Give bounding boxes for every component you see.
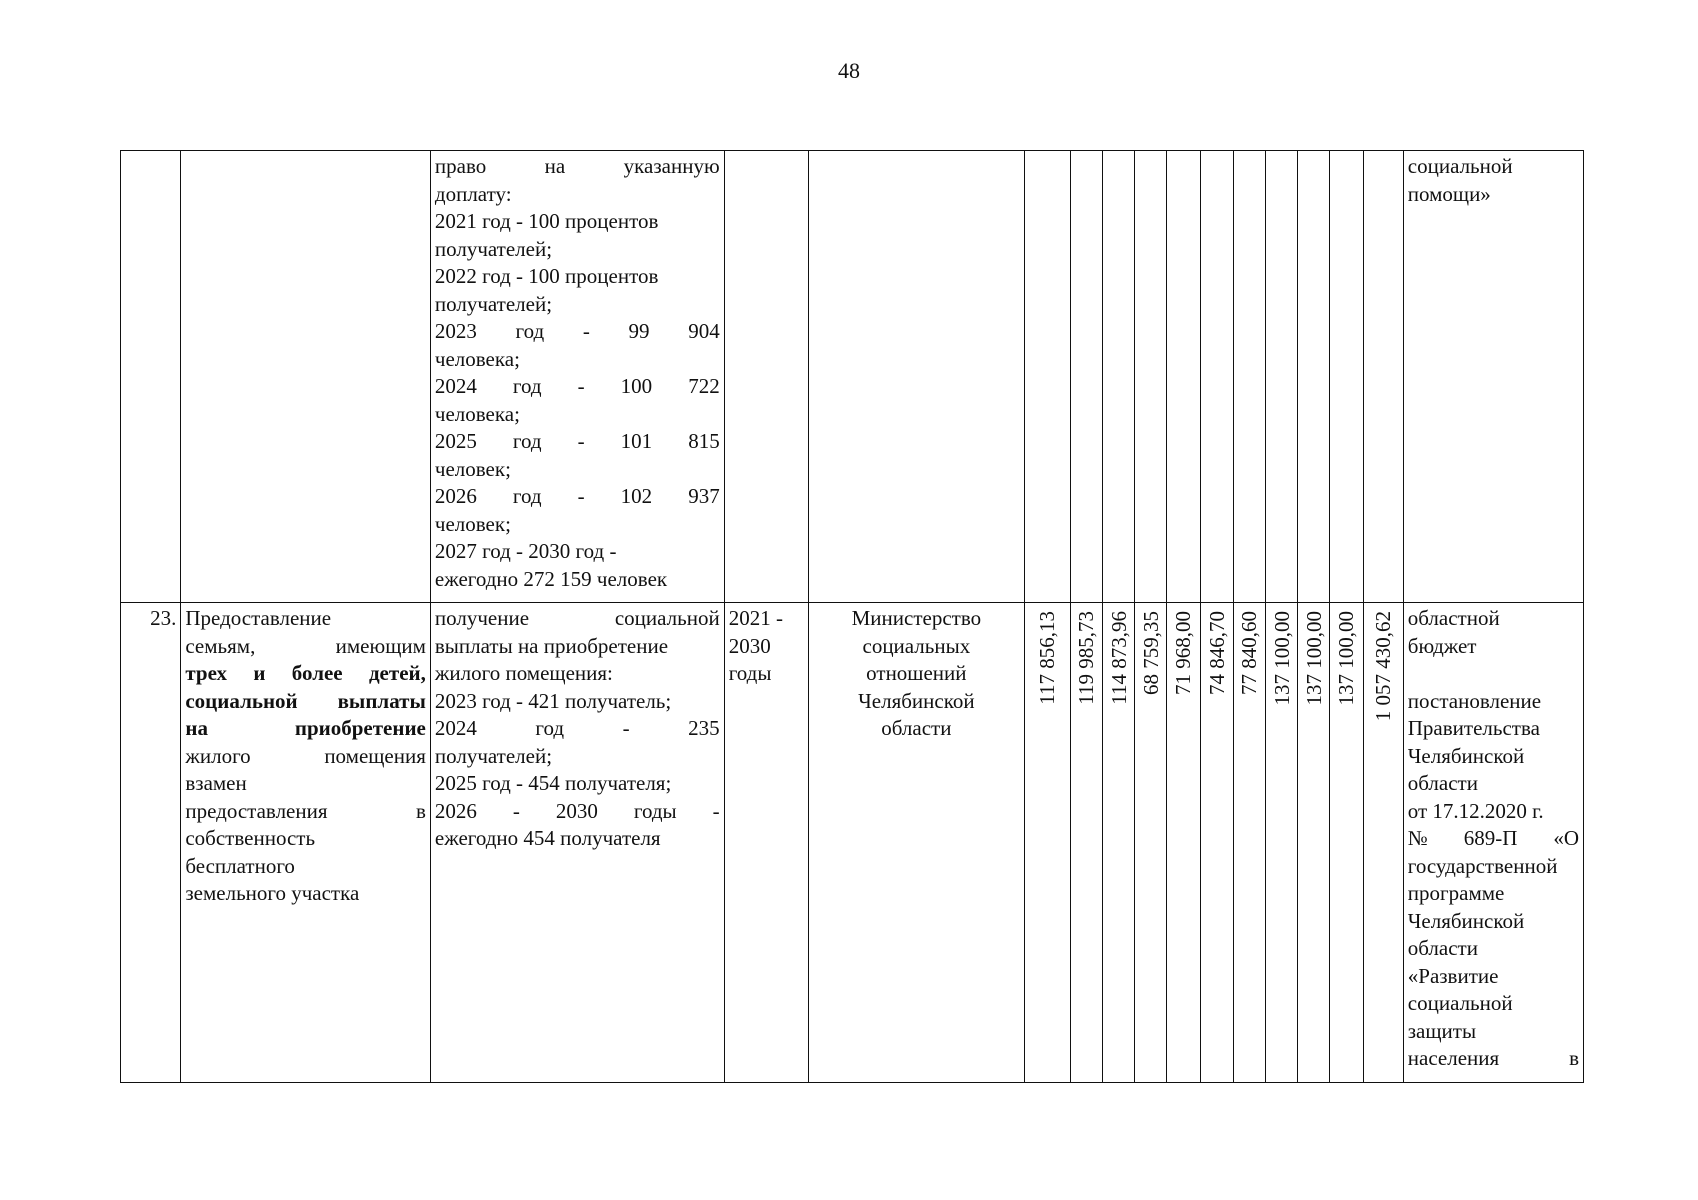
cell-amount-empty — [1135, 151, 1167, 603]
cell-line: жилого помещения — [185, 743, 426, 768]
cell-line: трех и более детей, — [185, 661, 426, 685]
amount-value: 119 985,73 — [1074, 611, 1099, 705]
cell-line: Министерство — [851, 606, 982, 630]
cell-line: ежегодно 454 получателя — [434, 826, 661, 850]
table-row-23 — [121, 603, 1584, 1083]
cell-line: право на указанную — [434, 154, 720, 178]
measure-name — [181, 603, 431, 1083]
amount-value: 137 100,00 — [1301, 611, 1326, 706]
cell-index-empty — [121, 151, 181, 603]
cell-amount-empty — [1167, 151, 1200, 603]
cell-line: собственность — [185, 826, 316, 850]
cell-line: 2024 год - 100 722 — [434, 374, 720, 398]
cell-line: выплаты на приобретение — [434, 633, 669, 658]
amount-cell — [1135, 603, 1167, 1083]
cell-line: 2025 год - 454 получателя; — [434, 771, 672, 795]
cell-line: 2021 год - 100 процентов — [434, 209, 659, 233]
cell-line: от 17.12.2020 г. — [1407, 798, 1544, 823]
cell-name-empty — [181, 151, 431, 603]
cell-line: предоставления в — [185, 798, 426, 823]
amount-value: 68 759,35 — [1138, 611, 1163, 695]
cell-line: бюджет — [1407, 633, 1477, 658]
cell-line: человека; — [434, 401, 520, 426]
cell-line: 2024 год - 235 — [434, 716, 720, 740]
amount-cell — [1070, 603, 1102, 1083]
cell-period-empty — [724, 151, 809, 603]
amount-value: 114 873,96 — [1106, 611, 1131, 705]
cell-line: населения в — [1407, 1046, 1579, 1070]
cell-amount-empty — [1298, 151, 1330, 603]
cell-line: человек; — [434, 456, 511, 481]
amount-value: 137 100,00 — [1334, 611, 1359, 706]
cell-line: области — [881, 716, 952, 740]
amount-cell — [1265, 603, 1297, 1083]
cell-line — [1408, 660, 1579, 688]
implementation-period — [724, 603, 809, 1083]
amount-value: 77 840,60 — [1237, 611, 1262, 695]
amount-cell — [1233, 603, 1265, 1083]
cell-line: защиты — [1407, 1018, 1477, 1043]
cell-line: 2030 — [728, 633, 771, 658]
cell-basis-continued — [1403, 151, 1583, 603]
cell-line: 2022 год - 100 процентов — [434, 264, 659, 288]
cell-line: 2021 - — [728, 606, 783, 630]
cell-line: 2023 год - 421 получатель; — [434, 688, 672, 713]
row-index: 23. — [121, 603, 181, 1083]
funding-source-and-basis — [1403, 603, 1583, 1083]
cell-line: Челябинской — [1407, 908, 1525, 933]
cell-amount-empty — [1070, 151, 1102, 603]
cell-line: получателей; — [434, 743, 553, 768]
cell-line: программе — [1407, 881, 1505, 905]
cell-line: «Развитие — [1407, 963, 1499, 988]
amount-value: 137 100,00 — [1269, 611, 1294, 706]
cell-line: 2026 - 2030 годы - — [434, 798, 720, 823]
amount-total-value: 1 057 430,62 — [1371, 611, 1396, 722]
cell-amount-empty — [1233, 151, 1265, 603]
cell-line: области — [1407, 771, 1478, 795]
cell-line: Предоставление — [185, 606, 332, 630]
cell-amount-empty — [1363, 151, 1403, 603]
cell-line: доплату: — [434, 181, 512, 206]
cell-line: государственной — [1407, 853, 1558, 878]
cell-line: 2023 год - 99 904 — [434, 319, 720, 343]
cell-line: на приобретение — [185, 716, 426, 740]
cell-line: 2027 год - 2030 год - — [434, 539, 617, 563]
cell-line: годы — [728, 661, 772, 685]
cell-line: областной — [1407, 606, 1500, 630]
cell-line: Челябинской — [1407, 743, 1525, 768]
cell-line: помощи» — [1407, 181, 1491, 206]
cell-line: человека; — [434, 346, 520, 371]
cell-amount-empty — [1330, 151, 1363, 603]
cell-line: бесплатного — [185, 853, 295, 878]
amount-value: 74 846,70 — [1204, 611, 1229, 695]
cell-line: постановление — [1407, 688, 1542, 713]
cell-line: земельного участка — [185, 881, 360, 905]
cell-line: отношений — [866, 661, 967, 685]
table-row-continued — [121, 151, 1584, 603]
cell-result-continued — [430, 151, 724, 603]
cell-amount-empty — [1265, 151, 1297, 603]
amount-cell — [1024, 603, 1070, 1083]
cell-line: 2025 год - 101 815 — [434, 429, 720, 453]
cell-amount-empty — [1200, 151, 1233, 603]
amount-cell — [1330, 603, 1363, 1083]
measure-result — [430, 603, 724, 1083]
cell-executor-empty — [809, 151, 1024, 603]
cell-line: получателей; — [434, 236, 553, 261]
amount-cell — [1200, 603, 1233, 1083]
amount-cell — [1298, 603, 1330, 1083]
cell-amount-empty — [1102, 151, 1134, 603]
amount-cell — [1167, 603, 1200, 1083]
cell-line: ежегодно 272 159 человек — [434, 566, 668, 591]
amount-value: 71 968,00 — [1171, 611, 1196, 695]
cell-line: социальной — [1407, 991, 1513, 1015]
cell-line: получателей; — [434, 291, 553, 316]
cell-line: человек; — [434, 511, 511, 536]
program-table — [120, 150, 1584, 1083]
cell-line: 2026 год - 102 937 — [434, 484, 720, 508]
cell-line: семьям, имеющим — [185, 633, 426, 658]
amount-cell — [1102, 603, 1134, 1083]
page-number: 48 — [838, 58, 860, 83]
cell-amount-empty — [1024, 151, 1070, 603]
amount-total-cell — [1363, 603, 1403, 1083]
cell-line: жилого помещения: — [434, 661, 613, 685]
cell-line: взамен — [185, 771, 247, 795]
cell-line: Правительства — [1407, 716, 1540, 740]
cell-line: Челябинской — [858, 688, 975, 713]
cell-line: социальной выплаты — [185, 688, 426, 713]
cell-line: социальной — [1407, 154, 1513, 178]
cell-line: № 689-П «О — [1407, 826, 1579, 850]
responsible-executor — [809, 603, 1024, 1083]
amount-value: 117 856,13 — [1035, 611, 1060, 705]
cell-line: социальных — [862, 633, 971, 658]
cell-line: получение социальной — [434, 606, 720, 630]
cell-line: области — [1407, 936, 1478, 960]
